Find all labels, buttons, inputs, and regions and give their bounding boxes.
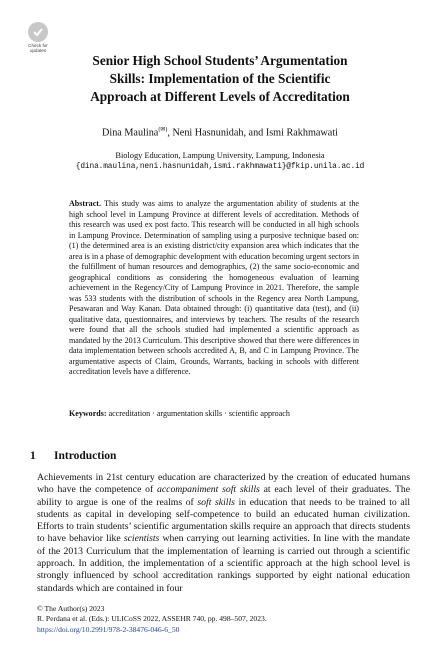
check-for-updates-badge[interactable] (25, 22, 51, 54)
copyright: © The Author(s) 2023 (37, 604, 105, 613)
author-first: Dina Maulina (102, 127, 159, 139)
affiliation: Biology Education, Lampung University, Lampung, Indonesia (115, 151, 325, 160)
check-for-updates-icon (28, 22, 48, 42)
section-title: Introduction (54, 450, 117, 462)
page-footer (37, 604, 267, 635)
title-line-3: Approach at Different Levels of Accreditation (90, 89, 350, 104)
intro-text-2: at each level of their graduates. The ability to argue is one of the realms of (37, 484, 411, 508)
keywords (69, 409, 369, 418)
doi-link[interactable]: https://doi.org/10.2991/978-2-38476-046-6_50 (37, 624, 180, 634)
section-number: 1 (30, 450, 36, 462)
intro-text-4: when carrying out learning activities. In line with the mandate of the 2013 Curriculum that the implementation of learning is carried out through a scientific approach. In addition, the implementation of a scientific approach at the high school level is strongly influenced by school accreditation rankings supported by eight national education standards which are contained in four (37, 533, 410, 594)
keywords-text: accreditation · argumentation skills · scientific approach (108, 409, 290, 418)
introduction-body (37, 472, 410, 595)
author-rest: , Neni Hasnunidah, and Ismi Rakhmawati (167, 127, 338, 139)
intro-text-1: Achievements in 21st century education are characterized by the creation of educated humans who have the competence of (37, 472, 410, 496)
abstract (69, 199, 359, 378)
section-heading (30, 450, 116, 462)
badge-label: Check for updates (28, 43, 48, 53)
author-emails[interactable]: {dina.maulina,neni.hasnunidah,ismi.rakhmawati}@fkip.unila.ac.id (75, 163, 365, 171)
intro-emphasis-3: scientists (123, 533, 160, 545)
citation: R. Perdana et al. (Eds.): ULICoSS 2022, ASSEHR 740, pp. 498–507, 2023. (37, 614, 267, 624)
paper-title (50, 52, 390, 106)
corresponding-mail-icon[interactable]: (✉) (158, 127, 168, 133)
author-list (30, 126, 410, 138)
intro-emphasis-2: soft skills (197, 496, 235, 508)
title-line-2: Skills: Implementation of the Scientific (109, 71, 331, 86)
keywords-label: Keywords: (69, 409, 107, 418)
abstract-label: Abstract. (69, 199, 101, 208)
intro-emphasis-1: accompaniment soft skills (157, 484, 260, 496)
title-line-1: Senior High School Students’ Argumentation (92, 53, 348, 68)
intro-text-3: in education that needs to be trained to all students as capital in developing self-competence to build an educated human civilization. Efforts to train students’ scientific argumentation skills require an approach that directs students to have behavior like (37, 496, 411, 545)
abstract-text: This study was aims to analyze the argumentation ability of students at the high school level in Lampung Province at different levels of accreditation. Methods of this research was used ex post facto. This research will be conducted in all high schools in Lampung Province. Determination of sampling using a purposive technique based on: (1) the determined area is an existing district/city expansion area which indicates that the area is in a phase of demographic development with education becoming urgent sectors in the fulfillment of human resources and demographics, (2) the same socio-economic and geographical conditions as considering the homogeneous evaluation of learning achievement in the Regency/City of Lampung Province in 2021. Therefore, the sample was 533 students with the distribution of schools in the Regency area North Lampung, Pesawaran and Way Kanan. Data obtained through: (i) quantitative data (test), and (ii) qualitative data, questionnaires, and interviews by teachers. The results of the research were found that all the schools studied had implemented a scientific approach as mandated by the 2013 Curriculum. This descriptive showed that there were differences in data implementation between schools accredited A, B, and C in Lampung Province. The argumentative aspects of Claim, Grounds, Warrants, backing in schools with different accreditation levels have a difference. (69, 199, 359, 376)
